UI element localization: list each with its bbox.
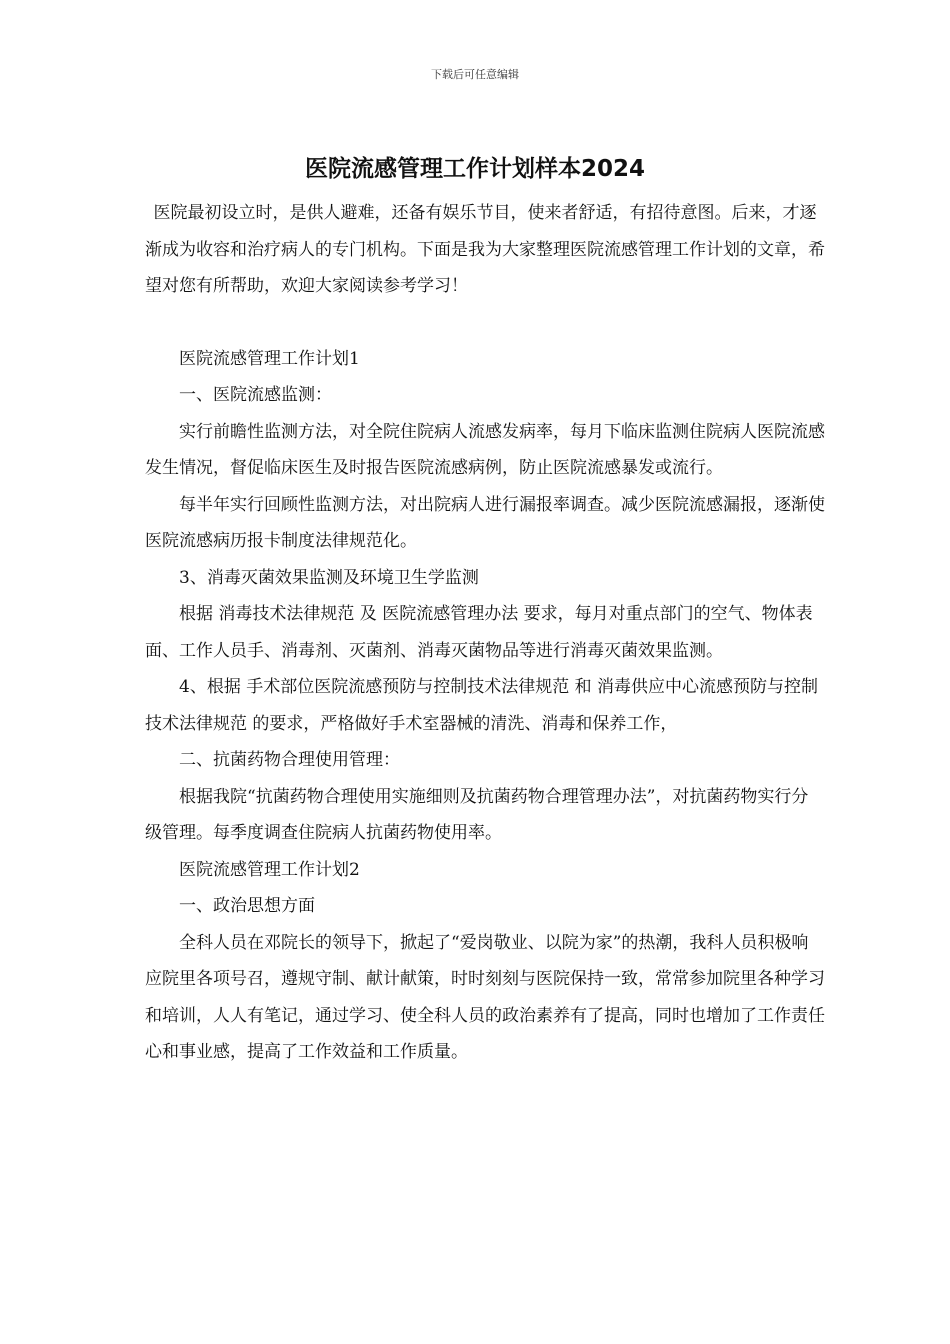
paragraph: 根据 消毒技术法律规范 及 医院流感管理办法 要求，每月对重点部门的空气、物体表面、工作人员手、消毒剂、灭菌剂、消毒灭菌物品等进行消毒灭菌效果监测。 bbox=[145, 604, 813, 661]
subheading-antibiotics: 二、抗菌药物合理使用管理： bbox=[179, 750, 400, 770]
subheading-disinfection: 3、消毒灭菌效果监测及环境卫生学监测 bbox=[179, 567, 479, 588]
subheading-political: 一、政治思想方面 bbox=[179, 896, 315, 916]
document-title: 医院流感管理工作计划样本2024 bbox=[304, 156, 645, 182]
paragraph: 根据我院“抗菌药物合理使用实施细则及抗菌药物合理管理办法”，对抗菌药物实行分级管理。每季度调查住院病人抗菌药物使用率。 bbox=[145, 786, 809, 843]
document-body bbox=[145, 195, 825, 1071]
header-note: 下载后可任意编辑 bbox=[431, 68, 519, 81]
paragraph: 每半年实行回顾性监测方法，对出院病人进行漏报率调查。减少医院流感漏报，逐渐使医院流感病历报卡制度法律规范化。 bbox=[145, 494, 825, 551]
paragraph: 实行前瞻性监测方法，对全院住院病人流感发病率，每月下临床监测住院病人医院流感发生情况，督促临床医生及时报告医院流感病例，防止医院流感暴发或流行。 bbox=[145, 421, 825, 478]
paragraph: 全科人员在邓院长的领导下，掀起了“爱岗敬业、以院为家”的热潮，我科人员积极响应院里各项号召，遵规守制、献计献策，时时刻刻与医院保持一致，常常参加院里各种学习和培训，人人有笔记，通过学习、使全科人员的政治素养有了提高，同时也增加了工作责任心和事业感，提高了工作效益和工作质量。 bbox=[145, 932, 825, 1062]
section-heading-plan-2: 医院流感管理工作计划2 bbox=[179, 859, 360, 880]
paragraph: 4、根据 手术部位医院流感预防与控制技术法律规范 和 消毒供应中心流感预防与控制技术法律规范 的要求，严格做好手术室器械的清洗、消毒和保养工作， bbox=[145, 677, 819, 734]
intro-paragraph: 医院最初设立时，是供人避难，还备有娱乐节目，使来者舒适，有招待意图。后来，才逐渐成为收容和治疗病人的专门机构。下面是我为大家整理医院流感管理工作计划的文章，希望对您有所帮助，欢迎大家阅读参考学习！ bbox=[145, 203, 825, 296]
subheading-monitoring: 一、医院流感监测： bbox=[179, 385, 332, 405]
section-heading-plan-1: 医院流感管理工作计划1 bbox=[179, 348, 360, 369]
